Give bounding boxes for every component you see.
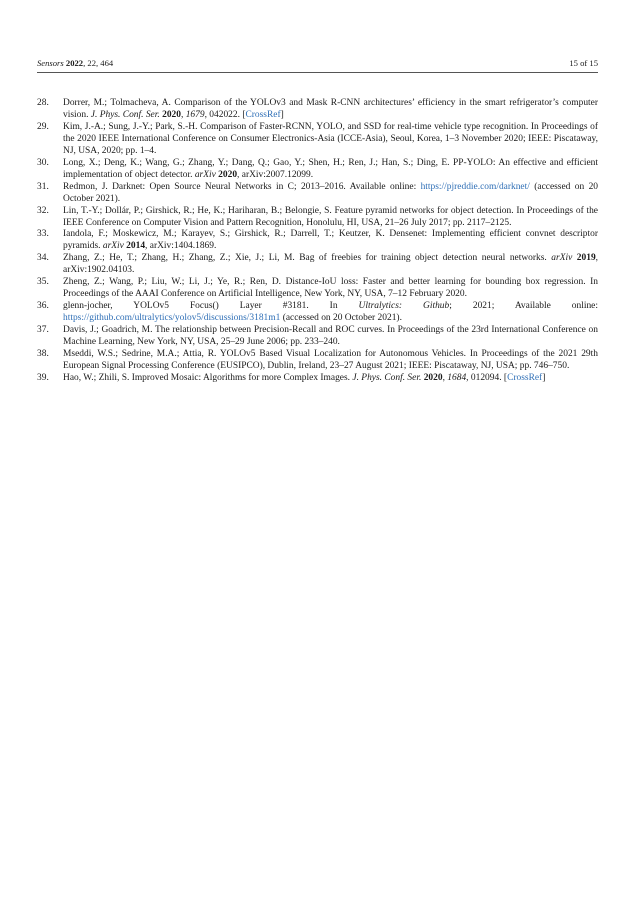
italic-text: J. Phys. Conf. Ser.: [352, 372, 422, 383]
text-segment: Mseddi, W.S.; Sedrine, M.A.; Attia, R. YOLOv5 Based Visual Localization for Autonomous Vehicles. In Proceedings of the 2021 29th European Signal Processing Conference (EUSIPCO), Dublin, Ireland, 23–27 August 2021; IEEE: Piscataway, NJ, USA; pp. 746–750.: [63, 349, 598, 371]
text-segment: glenn-jocher, YOLOv5 Focus() Layer #3181. In: [63, 301, 359, 312]
text-segment: , 012094. [: [466, 372, 508, 383]
reference-link[interactable]: CrossRef: [245, 109, 281, 120]
text-segment: ,: [180, 109, 186, 120]
reference-text: [63, 373, 598, 385]
reference-number: 39.: [37, 372, 49, 383]
text-segment: ,: [442, 372, 448, 383]
italic-text: J. Phys. Conf. Ser.: [90, 109, 160, 120]
italic-text: arXiv: [551, 253, 573, 264]
text-segment: Hao, W.; Zhili, S. Improved Mosaic: Algorithms for more Complex Images.: [63, 372, 353, 383]
reference-link[interactable]: CrossRef: [507, 372, 543, 383]
text-segment: Kim, J.-A.; Sung, J.-Y.; Park, S.-H. Comparison of Faster-RCNN, YOLO, and SSD for real-time vehicle type recognition. In Proceedings of the 2020 IEEE International Conference on Consumer Electronics-Asia (ICCE-Asia), Seoul, Korea, 1–3 November 2020; IEEE: Piscataway, NJ, USA, 2020; pp. 1–4.: [63, 121, 598, 156]
journal-citation: [37, 57, 113, 70]
reference-number: 29.: [37, 121, 49, 132]
reference-number: 28.: [37, 98, 49, 108]
reference-item: [37, 253, 598, 277]
reference-link[interactable]: https://github.com/ultralytics/yolov5/discussions/3181m1: [63, 313, 281, 324]
journal-name: Sensors: [37, 58, 64, 68]
reference-item: [37, 325, 598, 349]
reference-number: 33.: [37, 229, 49, 240]
header-rule: [37, 72, 598, 73]
reference-text: [63, 98, 598, 122]
text-segment: ; 2021; Available online:: [449, 301, 598, 312]
journal-volume-issue: , 22, 464: [83, 58, 114, 68]
text-segment: ]: [542, 372, 546, 383]
text-segment: Dorrer, M.; Tolmacheva, A. Comparison of the YOLOv3 and Mask R-CNN architectures’ efficiency in the smart refrigerator’s computer vision.: [63, 98, 598, 120]
reference-item: [37, 277, 598, 301]
text-segment: , 042022. [: [204, 109, 246, 120]
reference-list: [37, 98, 598, 385]
text-segment: , arXiv:1404.1869.: [145, 241, 217, 252]
reference-number: 38.: [37, 349, 49, 360]
reference-text: [63, 325, 598, 349]
reference-text: [63, 229, 598, 253]
italic-text: 1684: [447, 372, 467, 383]
text-segment: Redmon, J. Darknet: Open Source Neural Networks in C; 2013–2016. Available online:: [63, 181, 421, 192]
reference-number: 36.: [37, 301, 49, 312]
running-header: [37, 57, 598, 70]
text-segment: Lin, T.-Y.; Dollár, P.; Girshick, R.; He, K.; Hariharan, B.; Belongie, S. Feature pyramid networks for object detection. In Proceedings of the IEEE Conference on Computer Vision and Pattern Recognition, Honolulu, HI, USA, 21–26 July 2017; pp. 2117–2125.: [63, 205, 598, 228]
reference-link[interactable]: https://pjreddie.com/darknet/: [420, 181, 530, 192]
reference-text: [63, 301, 598, 325]
text-segment: Zhang, Z.; He, T.; Zhang, H.; Zhang, Z.; Xie, J.; Li, M. Bag of freebies for training object detection neural networks.: [63, 253, 552, 264]
italic-text: arXiv: [102, 241, 124, 252]
reference-text: [63, 277, 598, 301]
text-segment: (accessed on 20 October 2021).: [280, 313, 402, 324]
reference-number: 35.: [37, 277, 49, 288]
text-segment: Davis, J.; Goadrich, M. The relationship between Precision-Recall and ROC curves. In Proceedings of the 23rd International Conference on Machine Learning, New York, NY, USA, 25–29 June 2006; pp. 233–240.: [63, 325, 598, 348]
text-segment: ]: [280, 109, 284, 120]
reference-item: [37, 158, 598, 182]
reference-item: [37, 98, 598, 122]
reference-text: [63, 253, 598, 277]
reference-text: [63, 182, 598, 206]
reference-number: 34.: [37, 253, 49, 264]
reference-text: [63, 158, 598, 182]
reference-item: [37, 349, 598, 373]
text-segment: Long, X.; Deng, K.; Wang, G.; Zhang, Y.; Dang, Q.; Gao, Y.; Shen, H.; Ren, J.; Han, S.; Ding, E. PP-YOLO: An effective and efficient implementation of object detector.: [63, 157, 598, 180]
reference-text: [63, 122, 598, 158]
reference-number: 32.: [37, 205, 49, 216]
italic-text: 1679: [185, 109, 205, 120]
reference-number: 31.: [37, 181, 49, 192]
text-segment: , arXiv:1902.04103.: [63, 253, 599, 276]
reference-item: [37, 229, 598, 253]
italic-text: arXiv: [194, 169, 216, 180]
bold-text: 2019: [576, 253, 596, 264]
journal-year: 2022: [65, 58, 84, 68]
reference-number: 37.: [37, 325, 49, 336]
reference-item: [37, 206, 598, 230]
reference-number: 30.: [37, 157, 49, 168]
reference-item: [37, 182, 598, 206]
reference-item: [37, 301, 598, 325]
reference-text: [63, 206, 598, 230]
reference-item: [37, 373, 598, 385]
bold-text: 2020: [162, 109, 181, 120]
text-segment: Zheng, Z.; Wang, P.; Liu, W.; Li, J.; Ye, R.; Ren, D. Distance-IoU loss: Faster and better learning for bounding box regression. In Proceedings of the AAAI Conference on Artificial Intelligence, New York, NY, USA, 7–12 February 2020.: [63, 277, 598, 300]
reference-text: [63, 349, 598, 373]
reference-item: [37, 122, 598, 158]
bold-text: 2014: [126, 241, 146, 252]
italic-text: Ultralytics: Github: [358, 301, 450, 312]
page-number: 15 of 15: [569, 58, 598, 68]
bold-text: 2020: [423, 372, 443, 383]
text-segment: , arXiv:2007.12099.: [237, 169, 314, 180]
text-segment: (accessed on 20 October 2021).: [63, 181, 599, 204]
bold-text: 2020: [218, 169, 238, 180]
text-segment: Iandola, F.; Moskewicz, M.; Karayev, S.; Girshick, R.; Darrell, T.; Keutzer, K. Densenet: Implementing efficient convnet descriptor pyramids.: [63, 229, 598, 252]
